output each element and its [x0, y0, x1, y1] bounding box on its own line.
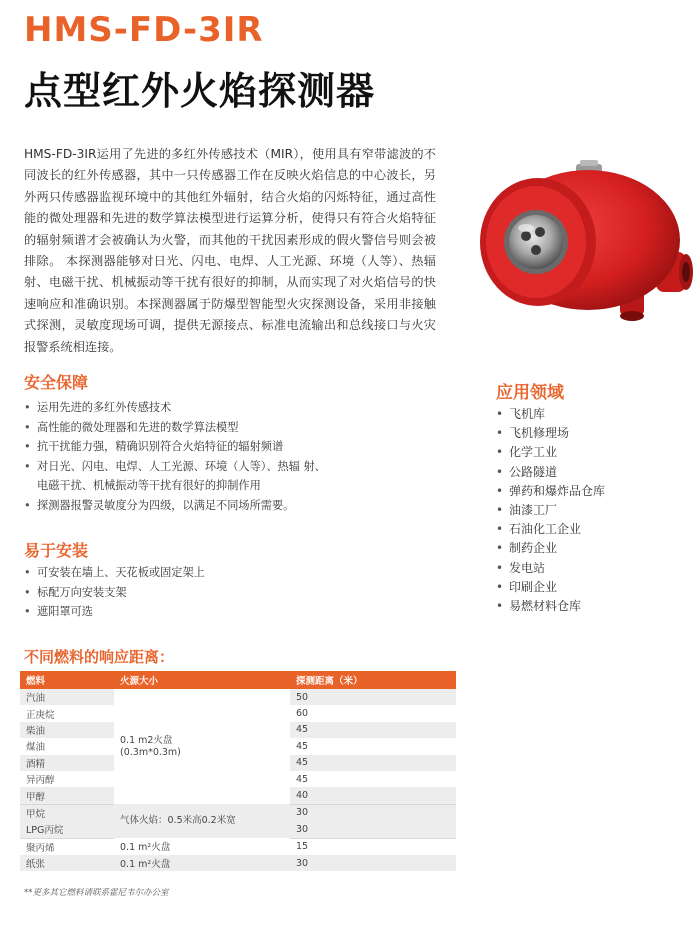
list-item: • 高性能的微处理器和先进的数学算法模型 — [24, 418, 444, 438]
fuel-cell: 煤油 — [26, 742, 46, 754]
list-item: 电磁干扰、机械振动等干扰有很好的抑制作用 — [37, 479, 261, 492]
distance-cell: 45 — [296, 773, 309, 785]
header-fuel: 燃料 — [20, 671, 114, 689]
safety-list — [24, 398, 444, 515]
applications-section-title: 应用领域 — [496, 383, 564, 403]
fuel-cell: 甲醇 — [20, 787, 114, 804]
distance-cell: 40 — [290, 787, 456, 804]
distance-cell: 30 — [290, 821, 456, 838]
list-item: • 发电站 — [496, 559, 686, 578]
fuel-cell: 异丙醇 — [26, 775, 55, 787]
list-item: • 易燃材料仓库 — [496, 597, 686, 616]
list-item: • 弹药和爆炸品仓库 — [496, 482, 686, 501]
fire-size-cell: 气体火焰：0.5米高0.2米宽 — [114, 804, 290, 838]
install-list — [24, 563, 444, 622]
fuel-cell: 纸张 — [20, 855, 114, 871]
table-header-row — [20, 671, 456, 689]
table-row — [20, 689, 456, 705]
header-fire-size: 火源大小 — [114, 671, 290, 689]
product-name-title: 点型红外火焰探测器 — [24, 69, 376, 113]
distance-cell: 60 — [296, 708, 309, 720]
list-item: • 对日光、闪电、电焊、人工光源、环境（人等）、热辐 射、 — [24, 457, 444, 477]
list-item: • 飞机库 — [496, 405, 686, 424]
fuel-cell: 酒精 — [20, 755, 114, 771]
distance-cell: 45 — [290, 755, 456, 771]
distance-cell: 50 — [290, 689, 456, 705]
distance-cell: 45 — [296, 740, 309, 752]
fuel-cell: 柴油 — [20, 722, 114, 738]
intro-paragraph: HMS-FD-3IR运用了先进的多红外传感技术（MIR），使用具有窄带滤波的不同波长的红外传感器，其中一只传感器工作在反映火焰信息的中心波长，另外两只传感器监视环境中的其他红外辐射，结合火焰的闪烁特征，通过高性能的微处理器和先进的数学算法模型进行运算分析，使得只有符合火焰特征的辐射频谱才会被确认为火警，而其他的干扰因素形成的假火警信号则会被排除。 本探测器能够对日光、闪电、电焊、人工光源、环境（人等）、热辐射、电磁干扰、机械振动等干扰有很好的抑制，从而实现了对火焰信号的快速响应和准确识别。本探测器属于防爆型智能型火灾探测设备，采用非接触式探测，灵敏度现场可调，提供无源接点、标准电流输出和总线接口与火灾报警系统相连接。 — [24, 147, 436, 354]
list-item: • 标配万向安装支架 — [24, 583, 444, 603]
list-item: • 制药企业 — [496, 539, 686, 558]
fire-size-line: (0.3m*0.3m) — [120, 746, 181, 758]
footnote: **更多其它燃料请联系霍尼韦尔办公室 — [24, 888, 169, 898]
response-distance-title: 不同燃料的响应距离： — [24, 648, 175, 666]
list-item: • 化学工业 — [496, 443, 686, 462]
distance-cell: 15 — [296, 841, 309, 853]
distance-cell: 30 — [290, 855, 456, 871]
fuel-cell: 聚丙烯 — [26, 842, 55, 854]
table-row — [20, 804, 456, 821]
list-item: • 可安装在墙上、天花板或固定架上 — [24, 563, 444, 583]
install-section-title: 易于安装 — [24, 541, 89, 560]
header-distance: 探测距离（米） — [290, 671, 456, 689]
list-item: • 飞机修理场 — [496, 424, 686, 443]
applications-list — [496, 405, 686, 616]
fire-size-cell: 0.1 m²火盘 — [120, 842, 171, 854]
distance-cell: 45 — [290, 722, 456, 738]
list-item: • 公路隧道 — [496, 463, 686, 482]
product-model-title: HMS-FD-3IR — [24, 10, 264, 50]
list-item: • 油漆工厂 — [496, 501, 686, 520]
fuel-cell: 汽油 — [20, 689, 114, 705]
list-item: • 探测器报警灵敏度分为四级，以满足不同场所需要。 — [24, 496, 444, 516]
list-item: • 印刷企业 — [496, 578, 686, 597]
flame-detector-image — [468, 160, 696, 330]
safety-section-title: 安全保障 — [24, 373, 89, 392]
fuel-cell: 正庚烷 — [26, 709, 55, 721]
distance-cell: 30 — [290, 804, 456, 821]
table-row — [20, 855, 456, 871]
fuel-cell: 甲烷 — [20, 804, 114, 821]
fuel-cell: LPG丙烷 — [20, 821, 114, 838]
list-item: • 石油化工企业 — [496, 520, 686, 539]
list-item: • 抗干扰能力强，精确识别符合火焰特征的辐射频谱 — [24, 437, 444, 457]
response-distance-table — [20, 671, 456, 871]
list-item: • 运用先进的多红外传感技术 — [24, 398, 444, 418]
fire-size-line: 0.1 m2火盘 — [120, 734, 173, 746]
table-row — [20, 838, 456, 855]
fire-size-cell — [114, 689, 290, 804]
fire-size-cell: 0.1 m²火盘 — [114, 855, 290, 871]
list-item: • 遮阳罩可选 — [24, 602, 444, 622]
